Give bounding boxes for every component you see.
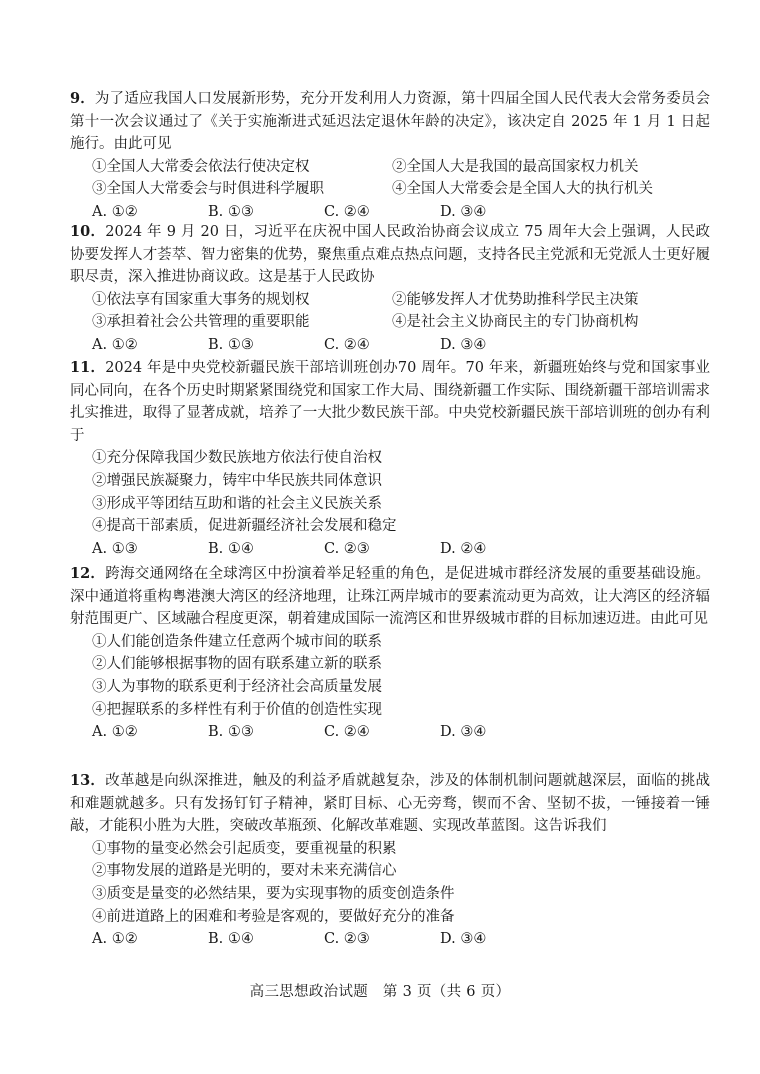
question-11 <box>70 357 710 560</box>
question-13 <box>70 770 710 951</box>
choice-b: B. ①③ <box>208 336 254 353</box>
answer-choices <box>92 721 710 744</box>
option-list <box>92 289 710 334</box>
option: ③形成平等团结互助和谐的社会主义民族关系 <box>92 495 382 512</box>
option: ②能够发挥人才优势助推科学民主决策 <box>392 291 639 308</box>
choice-b: B. ①③ <box>208 724 254 741</box>
choice-a: A. ①② <box>92 931 138 948</box>
choice-c: C. ②③ <box>324 931 370 948</box>
option: ④是社会主义协商民主的专门协商机构 <box>392 314 639 331</box>
option: ④前进道路上的困难和考验是客观的，要做好充分的准备 <box>92 908 455 925</box>
choice-c: C. ②④ <box>324 724 370 741</box>
option: ①事物的量变必然会引起质变，要重视量的积累 <box>92 840 397 857</box>
option: ①依法享有国家重大事务的规划权 <box>92 291 310 308</box>
option: ②增强民族凝聚力，铸牢中华民族共同体意识 <box>92 472 382 489</box>
question-number: 13． <box>70 772 106 789</box>
question-12 <box>70 563 710 744</box>
option-list <box>92 156 710 201</box>
option: ①人们能创造条件建立任意两个城市间的联系 <box>92 633 382 650</box>
answer-choices <box>92 334 710 357</box>
choice-d: D. ③④ <box>440 931 487 948</box>
option-list <box>70 838 710 928</box>
question-number: 11． <box>70 359 106 376</box>
question-stem: 跨海交通网络在全球湾区中扮演着举足轻重的角色，是促进城市群经济发展的重要基础设施。深中通道将重构粤港澳大湾区的经济地理，让珠江两岸城市的要素流动更为高效，让大湾区的经济辐射范围更广、区域融合程度更深，朝着建成国际一流湾区和世界级城市群的目标加速迈进。由此可见 <box>70 566 710 628</box>
page-footer: 高三思想政治试题 第 3 页（共 6 页） <box>249 984 511 1000</box>
choice-a: A. ①② <box>92 724 138 741</box>
option: ③承担着社会公共管理的重要职能 <box>92 314 310 331</box>
option: ④全国人大常委会是全国人大的执行机关 <box>392 181 653 198</box>
question-9 <box>70 88 710 224</box>
choice-a: A. ①② <box>92 336 138 353</box>
choice-b: B. ①④ <box>208 931 254 948</box>
question-number: 9． <box>70 90 95 107</box>
option: ④把握联系的多样性有利于价值的创造性实现 <box>92 701 382 718</box>
option: ①全国人大常委会依法行使决定权 <box>92 158 310 175</box>
question-stem: 2024 年是中央党校新疆民族干部培训班创办70 周年。70 年来，新疆班始终与党和国家事业同心同向，在各个历史时期紧紧围绕党和国家工作大局、围绕新疆工作实际、围绕新疆干部培训需求扎实推进，取得了显著成就，培养了一大批少数民族干部。中央党校新疆民族干部培训班的创办有利于 <box>70 360 710 444</box>
option: ①充分保障我国少数民族地方依法行使自治权 <box>92 450 382 467</box>
question-stem: 2024 年 9 月 20 日，习近平在庆祝中国人民政治协商会议成立 75 周年大会上强调，人民政协要发挥人才荟萃、智力密集的优势，聚焦重点难点热点问题，支持各民主党派和无党派人士更好履职尽责，深入推进协商议政。这是基于人民政协 <box>70 224 710 286</box>
choice-d: D. ②④ <box>440 540 487 557</box>
option-list <box>70 631 710 721</box>
option: ②全国人大是我国的最高国家权力机关 <box>392 158 639 175</box>
question-stem: 改革越是向纵深推进，触及的利益矛盾就越复杂，涉及的体制机制问题就越深层，面临的挑战和难题就越多。只有发扬钉钉子精神，紧盯目标、心无旁骛，锲而不舍、坚韧不拔，一锤接着一锤敲，才能积小胜为大胜，突破改革瓶颈、化解改革难题、实现改革蓝图。这告诉我们 <box>70 773 710 835</box>
choice-a: A. ①③ <box>92 540 138 557</box>
answer-choices <box>92 928 710 951</box>
answer-choices <box>92 538 710 561</box>
choice-d: D. ③④ <box>440 336 487 353</box>
option: ②事物发展的道路是光明的，要对未来充满信心 <box>92 863 397 880</box>
question-number: 12． <box>70 565 106 582</box>
option: ③质变是量变的必然结果，要为实现事物的质变创造条件 <box>92 885 455 902</box>
choice-a: A. ①② <box>92 203 138 220</box>
question-stem: 为了适应我国人口发展新形势，充分开发利用人力资源，第十四届全国人民代表大会常务委员会第十一次会议通过了《关于实施渐进式延迟法定退休年龄的决定》，该决定自 2025 年 1 月 1 日起施行。由此可见 <box>70 91 710 153</box>
option: ②人们能够根据事物的固有联系建立新的联系 <box>92 656 382 673</box>
choice-b: B. ①③ <box>208 203 254 220</box>
option: ③人为事物的联系更利于经济社会高质量发展 <box>92 678 382 695</box>
choice-c: C. ②④ <box>324 203 370 220</box>
choice-d: D. ③④ <box>440 203 487 220</box>
option: ④提高干部素质，促进新疆经济社会发展和稳定 <box>92 518 397 535</box>
choice-c: C. ②③ <box>324 540 370 557</box>
choice-c: C. ②④ <box>324 336 370 353</box>
question-10 <box>70 221 710 357</box>
choice-b: B. ①④ <box>208 540 254 557</box>
question-number: 10． <box>70 223 106 240</box>
choice-d: D. ③④ <box>440 724 487 741</box>
option: ③全国人大常委会与时俱进科学履职 <box>92 181 324 198</box>
option-list <box>70 447 710 537</box>
